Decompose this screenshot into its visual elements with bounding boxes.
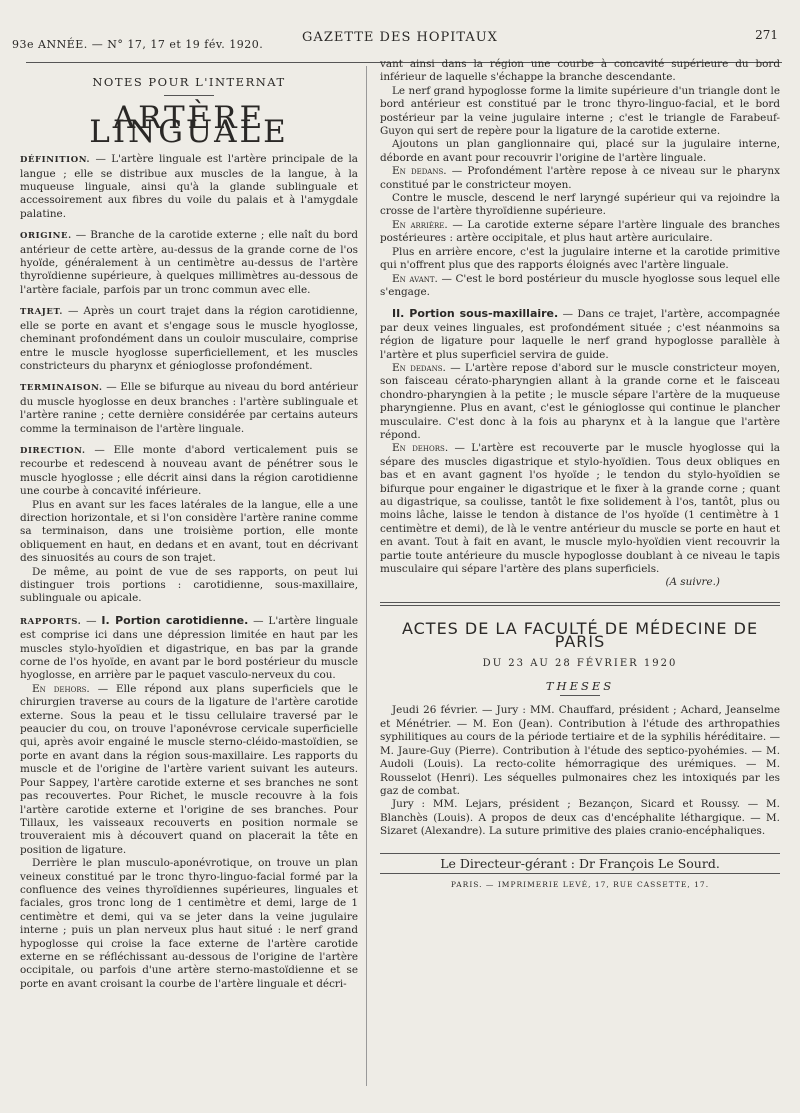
actes-title: ACTES DE LA FACULTÉ DE MÉDECINE DE PARIS (401, 618, 759, 652)
en-arriere-heading: En arrière. (392, 218, 448, 231)
rapports-text: — L'artère linguale est comprise ici dans une dépression limitée en haut par les muscles stylo-hyoïdien et digastrique, en bas par la grande corne de l'os hyoïde, en avant par le bord postérieur du muscle hyoglosse, en arrière par le paquet vasculo-nerveux du cou. (20, 614, 358, 682)
en-avant-heading: En avant. (392, 272, 438, 285)
paragraph-en-dedans-2 (380, 362, 780, 442)
direction-text: — Elle monte d'abord verticalement puis se recourbe et redescend à nouveau avant de pénétrer sous le muscle hyoglosse ; elle décrit ainsi dans la région carotidienne une courbe à concavité inférieure. (20, 443, 358, 498)
paragraph-direction (20, 444, 358, 499)
paragraph-en-dedans (380, 165, 780, 192)
paragraph-rapports: RAPPORTS. — I. Portion carotidienne. — L'artère linguale est comprise ici dans une dépression limitée en haut par les muscles stylo-hyoïdien et digastrique, en bas par la grande corne de l'os hyoïde, en avant par le bord postérieur du muscle hyoglosse, en arrière par le paquet vasculo-nerveux du cou. (20, 613, 358, 682)
article-title: ARTÈRE LINGUALE (89, 100, 289, 150)
actes-dates: DU 23 AU 28 FÉVRIER 1920 (482, 657, 678, 669)
directeur-gerant: Le Directeur-gérant : Dr François Le Sourd. (380, 853, 780, 874)
rapports-heading: RAPPORTS. (20, 616, 82, 627)
paragraph-derriere: Derrière le plan musculo-aponévrotique, on trouve un plan veineux constitué par le tronc thyro-linguo-facial formé par la confluence des veines thyroïdiennes supérieures, linguales et faciales, gros tronc long de 1 centimètre et demi, large de 1 centimètre et demi, qui va se jeter dans la veine jugulaire interne ; puis un plan nerveux plus haut situé : le nerf grand hypoglosse qui croise la face externe de l'artère carotide externe en se réfléchissant au-dessous de l'origine de l'artère occipitale, ou parfois d'une artère sterno-mastoïdienne et se porte en avant croisant la courbe de l'artère linguale et décri- (20, 857, 358, 990)
page-number: 271 (755, 28, 778, 42)
en-dehors-text: — Elle répond aux plans superficiels que le chirurgien traverse au cours de la ligature de l'artère carotide externe. Sous la peau et le tissu cellulaire traversé par le peaucier du cou, on trouve l'aponévrose cervicale superficielle qui, après avoir engainé le muscle sterno-cléido-mastoïdien, se porte en avant dans la région sous-maxillaire. Les rapports du muscle et de l'origine de l'artère varient suivant les auteurs. Pour Sappey, l'artère carotide externe et ses branches ne sont pas recouvertes. Pour Richet, le muscle recouvre à la fois l'artère carotide externe et l'origine de ses branches. Pour Tillaux, les vaisseaux recouverts en position normale se trouveraient mis à découvert quand on placerait la tête en position de ligature. (20, 682, 358, 856)
a-suivre: (A suivre.) (665, 576, 720, 589)
en-avant-text: — C'est le bord postérieur du muscle hyoglosse sous lequel elle s'engage. (380, 272, 780, 298)
rapports-subheading: I. Portion carotidienne. (101, 613, 249, 627)
theses-heading: THESES (545, 679, 615, 694)
paragraph-triangle: Le nerf grand hypoglosse forme la limite supérieure d'un triangle dont le bord antérieur est constitué par le tronc thyro-linguo-facial, et le bord postérieur par la veine jugulaire interne ; c'est le triangle de Farabeuf-Guyon qui sert de repère pour la ligature de la carotide externe. (380, 84, 780, 138)
paragraph-portion-sous-maxillaire (380, 307, 780, 362)
theses-rule (560, 695, 600, 696)
paragraph-definition (20, 153, 358, 221)
en-dedans-2-heading: En dedans. (392, 361, 446, 374)
issue-line: 93e ANNÉE. — N° 17, 17 et 19 fév. 1920. (12, 38, 264, 51)
paragraph-continuation: vant ainsi dans la région une courbe à concavité supérieure du bord inférieur de laquelle s'échappe la branche descendante. (380, 58, 780, 84)
section-separator (380, 602, 780, 606)
terminaison-text: — Elle se bifurque au niveau du bord antérieur du muscle hyoglosse en deux branches : l'artère sublinguale et l'artère ranine ; cette dernière considérée par certains auteurs comme la terminaison de l'artère linguale. (20, 381, 358, 435)
theses-paragraph-2: Jury : MM. Lejars, président ; Bezançon, Sicard et Roussy. — M. Blanchès (Louis). A propos de deux cas d'encéphalite léthargique. — M. Sizaret (Alexandre). La suture primitive des plaies cranio-encéphaliques. (380, 798, 780, 838)
terminaison-heading: TERMINAISON. (20, 383, 103, 394)
portion-sous-maxillaire-heading: II. Portion sous-maxillaire. (392, 307, 559, 321)
section-heading: NOTES POUR L'INTERNAT (92, 75, 286, 89)
left-column (20, 70, 358, 999)
origine-text: — Branche de la carotide externe ; elle naît du bord antérieur de cette artère, au-dessus de la grande corne de l'os hyoïde, généralement à un centimètre au-dessus de l'artère thyroïdienne supérieure, à quelques millimètres au-dessous de l'artère faciale, parfois par un tronc commun avec elle. (20, 229, 358, 296)
en-dehors-2-text: — L'artère est recouverte par le muscle hyoglosse qui la sépare des muscles digastrique et stylo-hyoïdien. Tous deux obliques en bas et en avant gagnent l'os hyoïde ; le tendon du stylo-hyoïdien se bifurque pour engainer le digastrique et le fixer à la grande corne ; quant au digastrique, sa coulisse, tantôt le fixe solidement à l'os, tantôt, plus ou moins lâche, laisse le tendon à distance de l'os hyoïde (1 centimètre à 1 centimètre et demi), de là le ventre antérieur du muscle se porte en haut et en avant. Tout à fait en avant, le muscle mylo-hyoïdien vient recouvrir la partie toute antérieure du muscle hypoglosse doublant à ce niveau le tapis musculaire qui sépare l'artère des plans superficiels. (380, 442, 780, 576)
printer-line: PARIS. — IMPRIMERIE LEVÉ, 17, RUE CASSETTE, 17. (450, 879, 710, 889)
paragraph-direction-3: De même, au point de vue de ses rapports, on peut lui distinguer trois portions : carotidienne, sous-maxillaire, sublinguale ou apicale. (20, 565, 358, 605)
en-dehors-heading: En dehors. (32, 682, 90, 695)
column-divider (366, 66, 367, 1086)
paragraph-en-dehors (20, 683, 358, 857)
theses-paragraph-1: Jeudi 26 février. — Jury : MM. Chauffard, président ; Achard, Jeanselme et Ménétrier. — M. Eon (Jean). Contribution à l'étude des arthropathies syphilitiques au cours de la période tertiaire et de la syphilis héréditaire. — M. Jaure-Guy (Pierre). Contribution à l'étude des septico-pyohémies. — M. Audoli (Louis). La recto-colite hémorragique des urémiques. — M. Rousselot (Henri). Les séquelles pulmonaires chez les intoxiqués par les gaz de combat. (380, 704, 780, 797)
en-dedans-heading: En dedans. (392, 165, 447, 178)
definition-text: — L'artère linguale est l'artère principale de la langue ; elle se distribue aux muscles de la langue, à la muqueuse linguale, ainsi qu'à la glande sublinguale et accessoirement aux fibres du voile du palais et à l'amygdale palatine. (20, 153, 358, 220)
trajet-text: — Après un court trajet dans la région carotidienne, elle se porte en avant et s'engage sous le muscle hyoglosse, cheminant profondément dans un couloir musculaire, comprise entre le muscle hyoglosse superficiellement, et les muscles constricteurs du pharynx et génioglosse profondément. (20, 305, 358, 372)
paragraph-ganglionnaire: Ajoutons un plan ganglionnaire qui, placé sur la jugulaire interne, déborde en avant pour recouvrir l'origine de l'artère linguale. (380, 138, 780, 164)
journal-name: GAZETTE DES HOPITAUX (302, 30, 498, 45)
paragraph-larynge: Contre le muscle, descend le nerf laryngé supérieur qui va rejoindre la crosse de l'artère thyroïdienne supérieure. (380, 192, 780, 218)
paragraph-terminaison (20, 381, 358, 436)
section-rule (164, 95, 214, 96)
en-dedans-2-text: — L'artère repose d'abord sur le muscle constricteur moyen, son faisceau cérato-pharyngien allant à la grande corne et le faisceau chondro-pharyngien à la petite ; le muscle sépare l'artère de la muqueuse pharyngienne. Plus en avant, c'est le génioglosse qui continue le plancher musculaire. C'est donc à la fois au pharynx et à la langue que l'artère répond. (380, 361, 780, 441)
origine-heading: ORIGINE. (20, 231, 72, 242)
direction-heading: DIRECTION. (20, 445, 86, 456)
portion-sous-maxillaire-text: — Dans ce trajet, l'artère, accompagnée par deux veines linguales, est profondément située ; c'est néanmoins sa région de ligature pour laquelle le nerf grand hypoglosse parallèle à l'artère et plus superficiel servira de guide. (380, 308, 780, 361)
trajet-heading: TRAJET. (20, 307, 63, 318)
en-arriere-text: — La carotide externe sépare l'artère linguale des branches postérieures : artère occipitale, et plus haut artère auriculaire. (380, 218, 780, 245)
paragraph-en-avant (380, 273, 780, 300)
paragraph-direction-2: Plus en avant sur les faces latérales de la langue, elle a une direction horizontale, et si l'on considère l'artère ranine comme sa terminaison, dans une troisième portion, elle monte obliquement en haut, en dedans et en avant, tout en décrivant des sinuosités au cours de son trajet. (20, 498, 358, 565)
paragraph-origine (20, 229, 358, 297)
paragraph-en-dehors-2 (380, 442, 780, 576)
definition-heading: DÉFINITION. (20, 155, 91, 166)
en-dehors-2-heading: En dehors. (392, 442, 449, 455)
paragraph-en-arriere (380, 219, 780, 246)
en-dedans-text: — Profondément l'artère repose à ce niveau sur le pharynx constitué par le constricteur moyen. (380, 165, 780, 191)
paragraph-jugulaire: Plus en arrière encore, c'est la jugulaire interne et la carotide primitive qui n'offrent plus que des rapports éloignés avec l'artère linguale. (380, 245, 780, 272)
paragraph-trajet (20, 305, 358, 373)
right-column (380, 58, 780, 891)
